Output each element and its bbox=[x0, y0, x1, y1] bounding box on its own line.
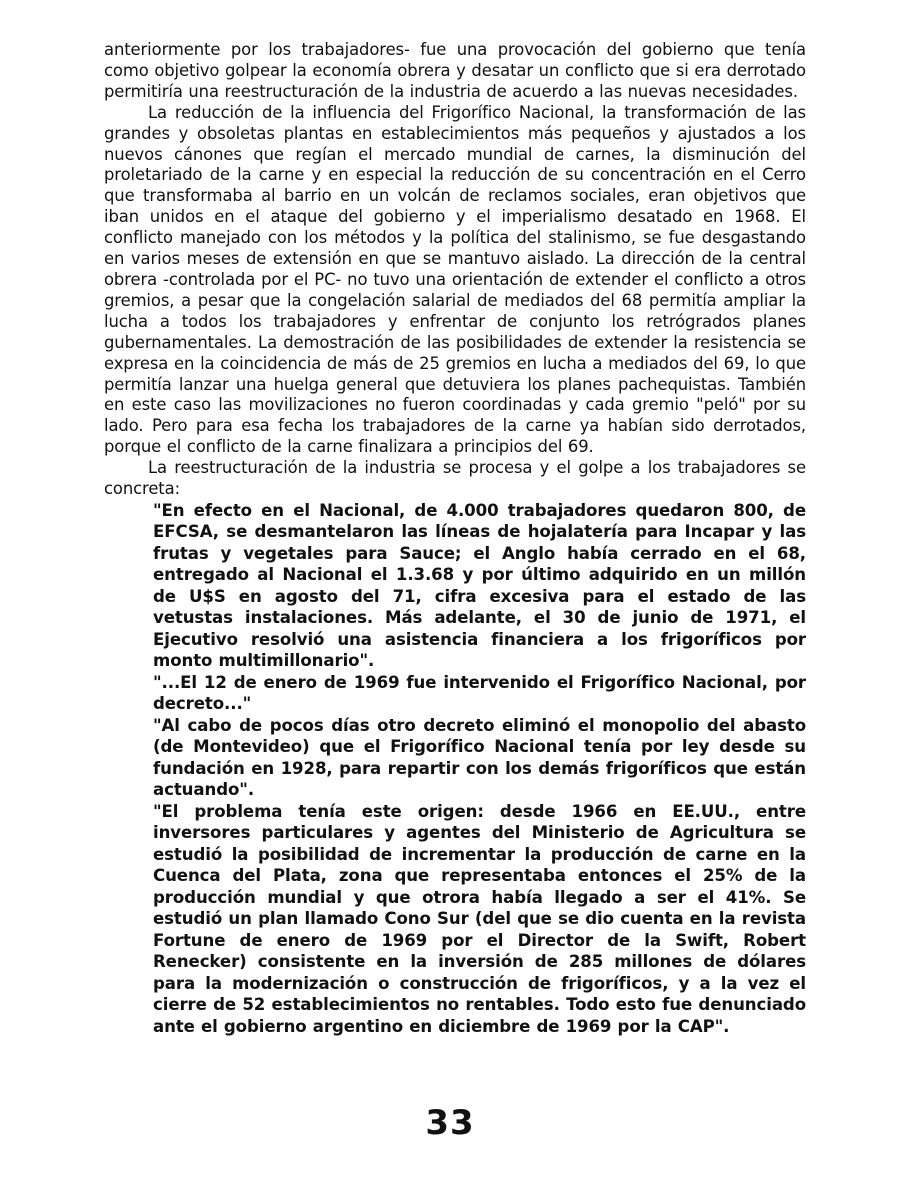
page-number: 33 bbox=[425, 1103, 475, 1143]
page-body bbox=[104, 40, 806, 1037]
paragraph-1: anteriormente por los trabajadores- fue una provocación del gobierno que tenía como objetivo golpear la economía obrera y desatar un conflicto que si era derrotado permitiría una reestructuración de la industria de acuerdo a las nuevas necesidades. bbox=[104, 40, 806, 101]
quote-1: "En efecto en el Nacional, de 4.000 trabajadores quedaron 800, de EFCSA, se desmantelaron las líneas de hojalatería para Incapar y las frutas y vegetales para Sauce; el Anglo había cerrado en el 68, entregado al Nacional el 1.3.68 y por último adquirido en un millón de U$S en agosto del 71, cifra excesiva para el estado de las vetustas instalaciones. Más adelante, el 30 de junio de 1971, el Ejecutivo resolvió una asistencia financiera a los frigoríficos por monto multimillonario". bbox=[153, 500, 806, 671]
quote-3: "Al cabo de pocos días otro decreto eliminó el monopolio del abasto (de Montevideo) que el Frigorífico Nacional tenía por ley desde su fundación en 1928, para repartir con los demás frigoríficos que están actuando". bbox=[153, 715, 806, 800]
paragraph-2: La reducción de la influencia del Frigorífico Nacional, la transformación de las grandes y obsoletas plantas en establecimientos más pequeños y ajustados a los nuevos cánones que regían el mercado mundial de carnes, la disminución del proletariado de la carne y en especial la reducción de su concentración en el Cerro que transformaba al barrio en un volcán de reclamos sociales, eran objetivos que iban unidos en el ataque del gobierno y el imperialismo desatado en 1968. El conflicto manejado con los métodos y la política del stalinismo, se fue desgastando en varios meses de extensión en que se mantuvo aislado. La dirección de la central obrera -controlada por el PC- no tuvo una orientación de extender el conflicto a otros gremios, a pesar que la congelación salarial de mediados del 68 permitía ampliar la lucha a todos los trabajadores y enfrentar de conjunto los retrógrados planes gubernamentales. La demostración de las posibilidades de extender la resistencia se expresa en la coincidencia de más de 25 gremios en lucha a mediados del 69, lo que permitía lanzar una huelga general que detuviera los planes pachequistas. También en este caso las movilizaciones no fueron coordinadas y cada gremio "peló" por su lado. Pero para esa fecha los trabajadores de la carne ya habían sido derrotados, porque el conflicto de la carne finalizara a principios del 69. bbox=[104, 102, 806, 457]
paragraph-3: La reestructuración de la industria se procesa y el golpe a los trabajadores se concreta: bbox=[104, 458, 806, 499]
quote-block bbox=[153, 500, 806, 1038]
quote-2: "...El 12 de enero de 1969 fue intervenido el Frigorífico Nacional, por decreto..." bbox=[153, 672, 806, 714]
quote-4: "El problema tenía este origen: desde 1966 en EE.UU., entre inversores particulares y agentes del Ministerio de Agricultura se estudió la posibilidad de incrementar la producción de carne en la Cuenca del Plata, zona que representaba entonces el 25% de la producción mundial y que otrora había llegado a ser el 41%. Se estudió un plan llamado Cono Sur (del que se dio cuenta en la revista Fortune de enero de 1969 por el Director de la Swift, Robert Renecker) consistente en la inversión de 285 millones de dólares para la modernización o construcción de frigoríficos, y a la vez el cierre de 52 establecimientos no rentables. Todo esto fue denunciado ante el gobierno argentino en diciembre de 1969 por la CAP". bbox=[153, 801, 806, 1036]
